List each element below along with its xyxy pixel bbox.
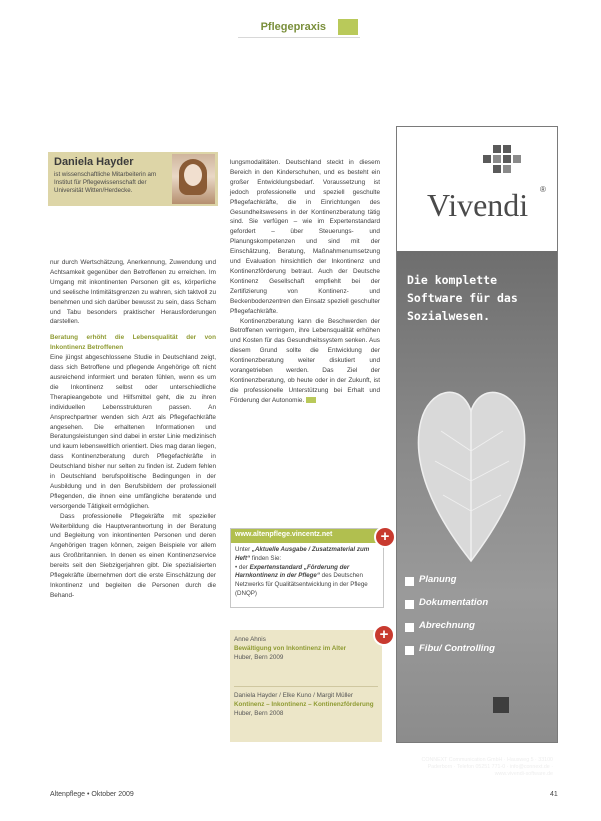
paragraph: lungsmodalitäten. Deutschland steckt in diesem Bereich in den Kinderschuhen, und es besteht ein großer Entwicklungsbedarf. Voraussetzung ist jedoch professionelle und speziell geschulte Pflegefachkräfte, die in Einrichtungen des Gesundheitswesens in der Kontinenzberatung tätig sind. Sie verfügen – wie im Expertenstandard gefordert – über Steuerungs- und Planungskompetenzen und sind mit der Einschätzung, Beratung, Maßnahmenumsetzung und Evaluation hinsichtlich der Inkontinenz und Kontinenzförderung betraut. Auch der Deutsche Kontinenz Gesellschaft empfiehlt bei der Zertifizierung von Kontinenz- und Beckenbodenzentren den Einsatz speziell geschulter Pflegefachkräfte. <box>230 159 380 315</box>
end-mark <box>306 397 316 403</box>
ad-fine-print: CONNEXT Communication GmbH · Hausweg 5 · 33100 Paderborn · Telefon 05251 771-0 · info@connext.de · www.vivendi-software.de <box>421 757 553 778</box>
ad-feature-label: Dokumentation <box>419 597 489 608</box>
author-photo-face <box>184 164 202 186</box>
vivendi-logo-icon <box>483 145 543 181</box>
ad-tagline: Die komplette Software für das Sozialwesen. <box>407 273 518 323</box>
plus-icon: + <box>374 526 396 548</box>
author-bio: ist wissenschaftliche Mitarbeiterin am Institut für Pflegewissenschaft der Universität Witten/Herdecke. <box>54 171 157 194</box>
literature-entry <box>234 636 374 662</box>
literature-title: Kontinenz – Inkontinenz – Kontinenzförderung <box>234 700 374 708</box>
connext-logo-icon <box>493 697 509 713</box>
web-text: • der <box>235 563 248 571</box>
web-text: des Deutschen Netzwerks für Qualitätsentwicklung in der Pflege (DNQP) <box>235 572 368 597</box>
section-label: Pflegepraxis <box>260 21 326 33</box>
literature-publisher: Huber, Bern 2008 <box>234 709 284 717</box>
ad-feature-item <box>405 594 545 617</box>
ad-feature-label: Abrechnung <box>419 620 475 631</box>
ad-brand: Vivendi <box>427 187 529 223</box>
article-column-2 <box>230 158 380 406</box>
ad-header <box>397 127 557 251</box>
author-box <box>48 152 218 206</box>
web-info-bar <box>231 529 383 543</box>
web-text: Unter <box>235 546 251 553</box>
plus-icon: + <box>373 624 395 646</box>
page-number: 41 <box>550 791 558 798</box>
section-tag <box>238 17 358 37</box>
ad-feature-item <box>405 617 545 640</box>
ad-body <box>397 251 557 778</box>
bullet-square-icon <box>405 600 414 609</box>
bullet-square-icon <box>405 623 414 632</box>
vivendi-advertisement[interactable] <box>396 126 558 778</box>
paragraph <box>230 317 380 406</box>
leaf-illustration <box>411 361 531 571</box>
ad-feature-list <box>405 571 545 663</box>
literature-title: Bewältigung von Inkontinenz im Alter <box>234 644 347 652</box>
author-photo <box>172 154 215 204</box>
literature-divider <box>234 686 378 687</box>
footer-magazine: Altenpflege • Oktober 2009 <box>50 791 134 798</box>
ad-feature-item <box>405 640 545 663</box>
registered-mark: ® <box>540 185 546 194</box>
paragraph: Dass professionelle Pflegekräfte mit spezieller Weiterbildung die Hauptverantwortung in der Beratung und Begleitung von inkontinenten Personen und deren Angehörigen tragen können, zeigen Beispiele vor allem aus Großbritannien. In denen es einen Kontinenzservice bereits seit den Siebzigerjahren gibt. Die spezialisierten Pflegekräfte übernehmen dort die erste Einschätzung der Inkontinenz und begleiten die Personen durch die Behand- <box>50 512 216 599</box>
article-column-1 <box>50 258 216 601</box>
web-text: finden Sie: <box>251 554 282 562</box>
literature-publisher: Huber, Bern 2009 <box>234 653 284 661</box>
web-text-bold: Expertenstandard „Förderung der Harnkontinenz in der Pflege“ <box>235 563 350 580</box>
bullet-square-icon <box>405 577 414 586</box>
paragraph: Eine jüngst abgeschlossene Studie in Deutschland zeigt, dass sich Betroffene und pflegende Angehörige oft nicht ausreichend informiert und beraten fühlen, wenn es um die Inkontinenz selbst oder unterschiedliche Therapieangebote und Hilfsmittel geht, die zu ihren individuellen Lebensstrukturen passen. An Ansprechpartner wenden sich Arzt als Pflegefachkräfte angesehen. Die erhaltenen Informationen und Beratungsleistungen sind dabei in erster Linie medizinisch und kaum lebensweltlich orientiert. Dies mag daran liegen, dass Kontinenzberatung durch Pflegefachkräfte in Deutschland bisher nur selten zu finden ist. Zudem fehlen in Deutschland berufspolitische Bedingungen in der Ausbildung und in den Berufsbildern der professionell Pflegenden, die ihnen eine umfängliche beratende und versorgende Tätigkeit ermöglichen. <box>50 354 216 510</box>
literature-author: Daniela Hayder / Elke Kuno / Margit Müller <box>234 692 353 699</box>
web-info-box <box>230 528 390 608</box>
literature-box <box>230 626 389 742</box>
author-name: Daniela Hayder <box>54 156 134 168</box>
leaf-icon <box>411 361 531 571</box>
ad-feature-label: Planung <box>419 574 457 585</box>
paragraph-text: Kontinenzberatung kann die Beschwerden der Betroffenen verringern, ihre Lebensqualität erhöhen und Kosten für das Gesundheitssystem senken. Aus diesem Grund sollte die Entwicklung der Kontinenzberatung weiter diskutiert und vorangetrieben werden. Das Ziel der Kontinenzberatung, ob heute oder in der Zukunft, ist die professionelle Unterstützung bei Erhalt und Förderung der Autonomie. <box>230 317 380 404</box>
ad-feature-label: Fibu/ Controlling <box>419 643 495 654</box>
bullet-square-icon <box>405 646 414 655</box>
paragraph: nur durch Wertschätzung, Anerkennung, Zuwendung und Achtsamkeit gegenüber den Betroffenen zu erreichen. Im Umgang mit inkontinenten Personen gilt es, körperliche und seelische Intimitätsgrenzen zu wahren, sich taktvoll zu benehmen und sich darüber bewusst zu sein, dass Scham und Tabu besonders praktischer Herausforderungen darstellen. <box>50 259 216 326</box>
web-info-text <box>235 546 380 599</box>
top-divider <box>238 37 360 38</box>
literature-author: Anne Ahnis <box>234 636 266 643</box>
section-color-bar <box>338 19 358 35</box>
web-url-link[interactable]: www.altenpflege.vincentz.net <box>235 531 333 538</box>
subheading: Beratung erhöht die Lebensqualität der von Inkontinenz Betroffenen <box>50 334 216 352</box>
ad-feature-item <box>405 571 545 594</box>
literature-entry <box>234 692 374 718</box>
web-text-bold: „Aktuelle Ausgabe / Zusatzmaterial zum Heft“ <box>235 546 370 562</box>
